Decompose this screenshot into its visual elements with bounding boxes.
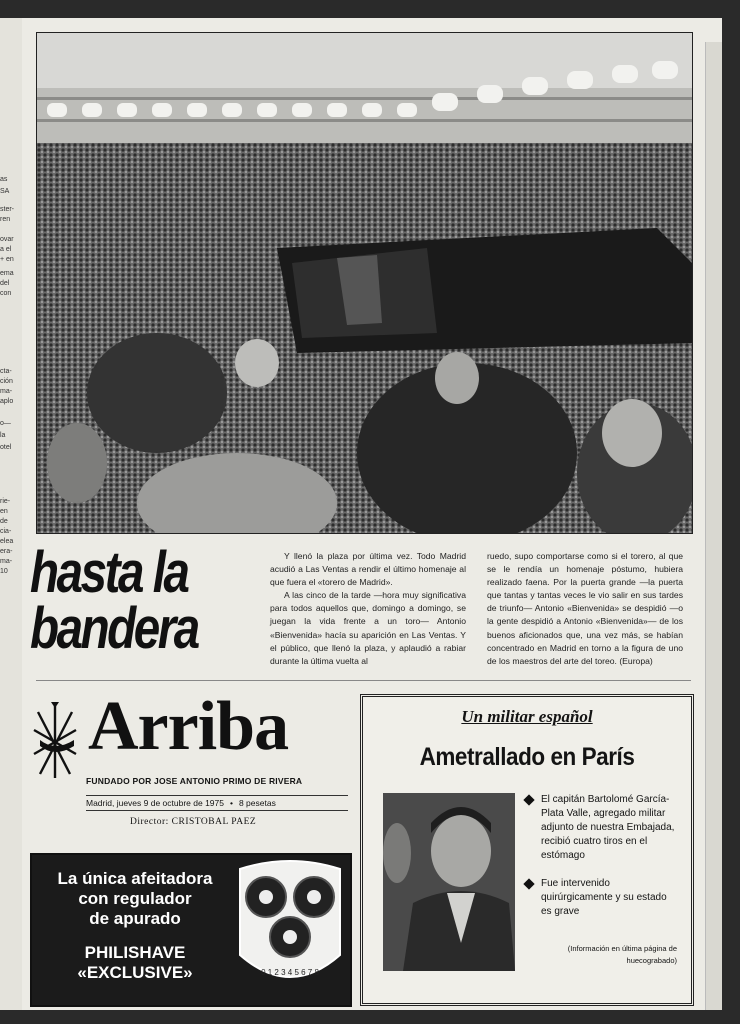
adjacent-text-fragment: del [0, 280, 10, 287]
ad-line: La única afeitadora [57, 869, 213, 888]
officer-portrait [383, 793, 515, 971]
bullet-item [525, 877, 677, 919]
adjacent-text-fragment: de [0, 518, 8, 525]
shaver-head-icon [234, 859, 346, 999]
philishave-ad [30, 853, 352, 1007]
adjacent-page-strip [0, 18, 22, 1010]
adjacent-text-fragment: as [0, 176, 8, 183]
masthead-founded: FUNDADO POR JOSE ANTONIO PRIMO DE RIVERA [86, 776, 303, 786]
story-column-1 [270, 550, 466, 668]
headline-line-1: hasta la [30, 540, 188, 605]
adjacent-text-fragment: ma- [0, 388, 13, 395]
adjacent-text-fragment: o— [0, 420, 11, 427]
adjacent-text-fragment: elea [0, 538, 14, 545]
newspaper-page [22, 18, 722, 1010]
box-kicker: Un militar español [461, 707, 593, 726]
masthead-title: Arriba [88, 688, 289, 765]
section-divider [36, 680, 691, 681]
main-headline [30, 540, 223, 661]
news-box [360, 694, 694, 1006]
bullet-item [525, 793, 677, 863]
story-paragraph: ruedo, supo comportarse como si el torero, al que se le rendía un homenaje póstumo, hubiera realizado faena. Por la puerta grande —la puerta que tantas y tantas veces le vio salir en sus tardes de triunfo— Antonio «Bienvenida» se despidió —o la gente despidió a Antonio «Bienvenida»— de los buenos aficionados que, una vez más, se habían concentrado en Madrid en torno a la figura de uno de los maestros del arte del toreo. (Europa) [487, 551, 683, 666]
story-paragraph: A las cinco de la tarde —hora muy significativa para todos aquellos que, domingo a domingo, se juegan la vida frente a un toro— Antonio «Bienvenida» hacía su aparición en Las Ventas. Y el público, que llenó la plaza, y aplaudió a rabiar durante la última vuelta al [270, 590, 466, 666]
ad-copy [40, 869, 230, 983]
adjacent-text-fragment: la [0, 432, 6, 439]
adjacent-text-fragment: era- [0, 548, 13, 555]
adjacent-text-fragment: en [0, 508, 8, 515]
ad-product: «EXCLUSIVE» [77, 963, 193, 982]
box-bullets [525, 793, 677, 933]
ad-brand: PHILISHAVE [84, 943, 186, 962]
dateline-bullet: • [229, 798, 233, 808]
ad-line: de apurado [89, 909, 181, 928]
diamond-bullet-icon [523, 794, 534, 805]
adjacent-text-fragment: rie- [0, 498, 11, 505]
bullet-text: Fue intervenido quirúrgicamente y su estado es grave [541, 878, 667, 917]
adjacent-text-fragment: SA [0, 188, 10, 195]
issue-date: Madrid, jueves 9 de octubre de 1975 [86, 798, 224, 808]
adjacent-text-fragment: aplo [0, 398, 14, 405]
headline-line-2: bandera [30, 596, 198, 661]
box-credit: (Información en última página de huecograbado) [567, 944, 677, 965]
masthead-dateline [86, 795, 348, 811]
yoke-and-arrows-icon [30, 702, 80, 782]
adjacent-text-fragment: otel [0, 444, 12, 451]
adjacent-text-fragment: cta- [0, 368, 12, 375]
adjacent-text-fragment: ren [0, 216, 11, 223]
adjacent-text-fragment: cia- [0, 528, 12, 535]
adjacent-text-fragment: ovar [0, 236, 14, 243]
story-column-2 [487, 550, 683, 668]
adjacent-text-fragment: ema [0, 270, 14, 277]
page-edge [705, 42, 722, 1010]
adjacent-text-fragment: ción [0, 378, 13, 385]
issue-price: 8 pesetas [238, 798, 276, 808]
adjacent-text-fragment: 10 [0, 568, 8, 575]
masthead [30, 688, 350, 842]
funeral-photo [36, 32, 693, 534]
adjacent-text-fragment: ster- [0, 206, 14, 213]
bullet-text: El capitán Bartolomé García-Plata Valle, agregado militar adjunto de nuestra Embajada, recibió cuatro tiros en el estómago [541, 794, 675, 861]
ad-dial-numbers: 0 1 2 3 4 5 6 7 8 [261, 968, 319, 977]
adjacent-text-fragment: + en [0, 256, 14, 263]
ad-line: con regulador [78, 889, 192, 908]
adjacent-text-fragment: con [0, 290, 12, 297]
box-headline: Ametrallado en París [419, 743, 635, 771]
adjacent-text-fragment: ma- [0, 558, 13, 565]
masthead-director: Director: CRISTOBAL PAEZ [130, 817, 257, 827]
adjacent-text-fragment: a el [0, 246, 12, 253]
story-paragraph: Y llenó la plaza por última vez. Todo Madrid acudió a Las Ventas a rendir el último homenaje al que fuera el «torero de Madrid». [270, 551, 466, 588]
diamond-bullet-icon [523, 878, 534, 889]
